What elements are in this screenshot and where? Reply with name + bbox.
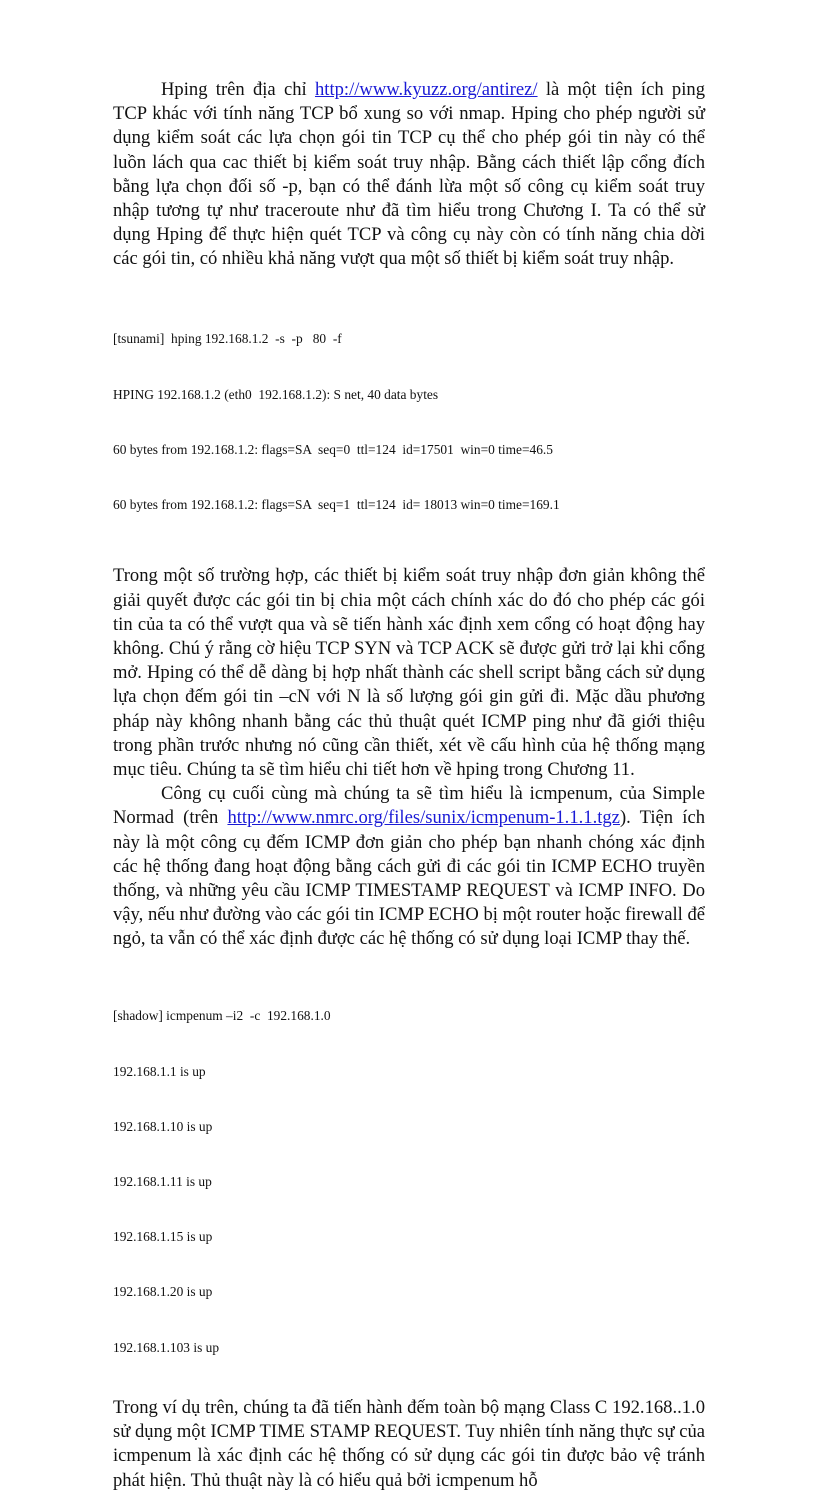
code-line: 192.168.1.15 is up [113, 1229, 213, 1245]
code-line: 192.168.1.10 is up [113, 1118, 213, 1134]
code-line: 192.168.1.1 is up [113, 1063, 206, 1079]
code-line: 60 bytes from 192.168.1.2: flags=SA seq=0 ttl=124 id=17501 win=0 time=46.5 [113, 441, 553, 457]
paragraph-text: ). Tiện ích này là một công cụ đếm ICMP đơn giản cho phép bạn nhanh chóng xác định các hệ thống đang hoạt động bằng cách gửi đi các gói tin ICMP ECHO truyền thống, và những yêu cầu ICMP TIMESTAMP REQUEST và ICMP INFO. Do vậy, nếu như đường vào các gói tin ICMP ECHO bị một router hoặc firewall để ngỏ, ta vẫn có thể xác định được các hệ thống có sử dụng loại ICMP thay thế. [113, 807, 705, 950]
nmrc-link[interactable]: http://www.nmrc.org/files/sunix/icmpenum-1.1.1.tgz [227, 807, 620, 829]
paragraph-text: Công cụ cuối cùng mà chúng ta sẽ tìm hiểu là icmpenum, của Simple Normad (trên [113, 783, 705, 829]
paragraph-text: là một tiện ích ping TCP khác với tính năng TCP bổ xung so với nmap. Hping cho phép người sử dụng kiểm soát các lựa chọn gói tin TCP cụ thể cho phép gói tin này có thể luồn lách qua cac thiết bị kiểm soát truy nhập. Bằng cách thiết lập cổng đích bằng lựa chọn đối số -p, bạn có thể đánh lừa một số công cụ kiểm soát truy nhập tương tự như traceroute như đã tìm hiểu trong Chương I. Ta có thể sử dụng Hping để thực hiện quét TCP và công cụ này còn có tính năng chia dời các gói tin, có nhiều khả năng vượt qua một số thiết bị kiểm soát truy nhập. [113, 79, 705, 270]
code-line: 192.168.1.103 is up [113, 1339, 220, 1355]
paragraph-hping-intro [113, 78, 705, 272]
paragraph-text: Hping trên địa chỉ [161, 79, 315, 100]
code-line: 192.168.1.11 is up [113, 1174, 212, 1190]
code-line: 60 bytes from 192.168.1.2: flags=SA seq=1 ttl=124 id= 18013 win=0 time=169.1 [113, 497, 560, 513]
code-block-icmpenum [113, 971, 705, 1394]
code-block-hping [113, 294, 705, 552]
code-line: [tsunami] hping 192.168.1.2 -s -p 80 -f [113, 331, 342, 347]
paragraph-icmpenum-example: Trong ví dụ trên, chúng ta đã tiến hành đếm toàn bộ mạng Class C 192.168..1.0 sử dụng một ICMP TIME STAMP REQUEST. Tuy nhiên tính năng thực sự của icmpenum là xác định các hệ thống có sử dụng các gói tin được bảo vệ tránh phát hiện. Thủ thuật này là có hiểu quả bởi icmpenum hỗ [113, 1396, 705, 1491]
paragraph-icmpenum-intro [113, 782, 705, 951]
document-page [113, 78, 705, 1493]
paragraph-hping-details: Trong một số trường hợp, các thiết bị kiểm soát truy nhập đơn giản không thể giải quyết được các gói tin bị chia một cách chính xác do đó cho phép các gói tin của ta có thể vượt qua và sẽ tiến hành xác định xem cổng có hoạt động hay không. Chú ý rằng cờ hiệu TCP SYN và TCP ACK sẽ được gửi trở lại khi cổng mở. Hping có thể dễ dàng bị hợp nhất thành các shell script bằng cách sử dụng lựa chọn đếm gói tin –cN với N là số lượng gói gin gửi đi. Mặc dầu phương pháp này không nhanh bằng các thủ thuật quét ICMP ping như đã giới thiệu trong phần trước nhưng nó cũng cần thiết, xét về cấu hình của hệ thống mạng mục tiêu. Chúng ta sẽ tìm hiểu chi tiết hơn về hping trong Chương 11. [113, 565, 705, 780]
code-line: 192.168.1.20 is up [113, 1284, 213, 1300]
code-line: HPING 192.168.1.2 (eth0 192.168.1.2): S net, 40 data bytes [113, 386, 439, 402]
code-line: [shadow] icmpenum –i2 -c 192.168.1.0 [113, 1008, 331, 1024]
kyuzz-link[interactable]: http://www.kyuzz.org/antirez/ [314, 79, 538, 100]
